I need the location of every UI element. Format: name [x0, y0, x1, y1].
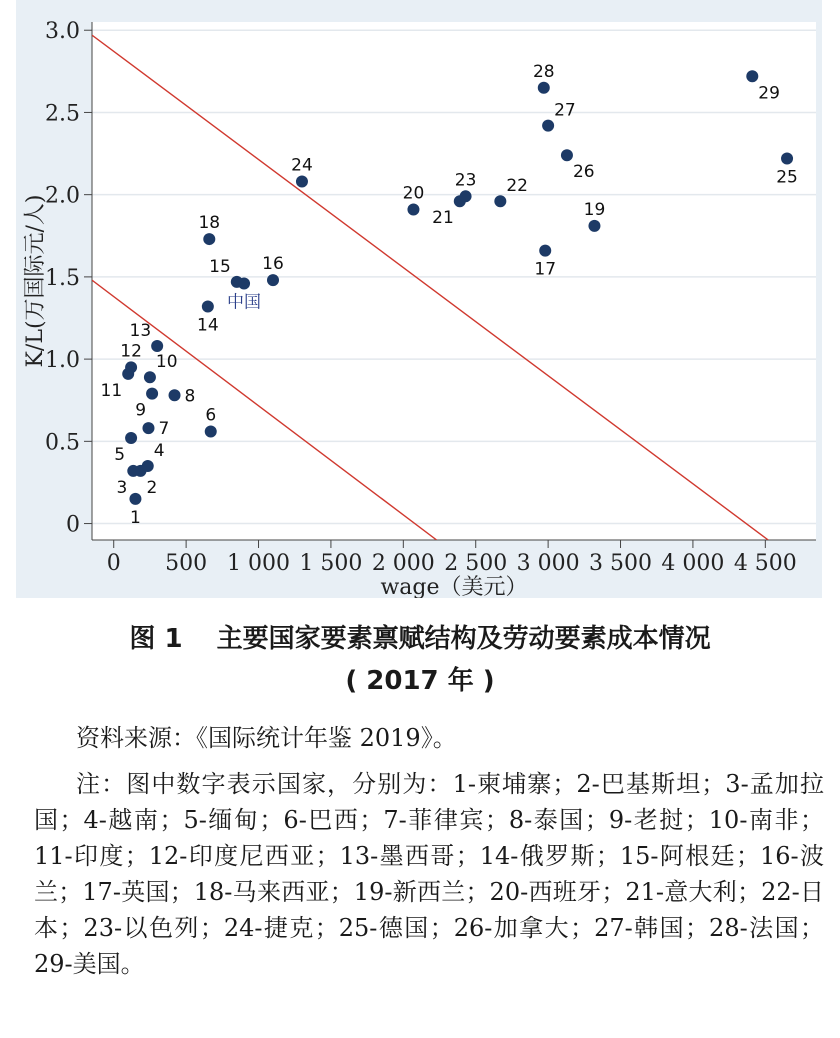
data-point-label: 29: [758, 83, 780, 104]
data-point: [142, 422, 154, 434]
data-point-china: [238, 277, 250, 289]
data-point-label: 1: [130, 507, 141, 528]
data-point: [205, 425, 217, 437]
data-point: [296, 176, 308, 188]
data-point: [169, 389, 181, 401]
x-tick-label: 1 000: [227, 551, 291, 576]
figure-caption: [0, 618, 840, 702]
caption-number: 图 1: [129, 624, 183, 654]
data-point-label: 3: [116, 477, 128, 498]
plot-area: [92, 22, 816, 540]
data-point: [460, 190, 472, 202]
data-point: [202, 300, 214, 312]
data-point-label: 20: [402, 183, 425, 204]
data-point-label: 14: [197, 315, 219, 336]
data-point-label: 18: [198, 213, 221, 234]
data-point-label: 5: [114, 445, 126, 466]
data-point-label: 4: [153, 441, 165, 461]
data-point: [494, 195, 506, 207]
data-point: [151, 340, 163, 352]
data-point-label: 9: [135, 400, 147, 421]
data-point: [142, 460, 154, 472]
data-point: [407, 203, 419, 215]
x-tick-label: 500: [165, 551, 208, 576]
data-point-label: 17: [534, 259, 557, 280]
data-point-label: 21: [432, 208, 454, 229]
data-point: [267, 274, 279, 286]
data-point: [125, 432, 137, 444]
y-tick-label: 3.0: [45, 19, 80, 45]
data-point: [127, 465, 139, 477]
data-point: [538, 82, 550, 94]
data-point-label: 2: [146, 477, 158, 498]
data-point-label: 10: [155, 352, 178, 373]
data-point: [746, 70, 758, 82]
data-point: [539, 245, 551, 257]
y-axis-label: K/L(万国际元/人): [23, 194, 48, 368]
caption-title-line: [0, 618, 840, 660]
data-point: [588, 220, 600, 232]
data-point-label: 8: [184, 386, 196, 407]
x-tick-label: 2 000: [371, 551, 435, 576]
data-point: [542, 120, 554, 132]
y-tick-label: 2.5: [45, 101, 80, 127]
data-point-label: 13: [129, 320, 152, 341]
y-tick-label: 1.5: [45, 265, 80, 291]
y-tick-label: 0.5: [45, 430, 80, 456]
data-point: [781, 152, 793, 164]
chart-svg: [16, 0, 822, 598]
country-legend-note: 注：图中数字表示国家，分别为：1-柬埔寨；2-巴基斯坦；3-孟加拉国；4-越南；5-缅甸；6-巴西；7-菲律宾；8-泰国；9-老挝；10-南非；11-印度；12-印度尼西亚；13-墨西哥；14-俄罗斯；15-阿根廷；16-波兰；17-英国；18-马来西亚；19-新西兰；20-西班牙；21-意大利；22-日本；23-以色列；24-捷克；25-德国；26-加拿大；27-韩国；28-法国；29-美国。: [34, 770, 824, 978]
data-point: [144, 371, 156, 383]
y-tick-label: 1.0: [45, 348, 80, 374]
data-point-label: 19: [583, 199, 606, 220]
data-point: [129, 493, 141, 505]
source-note: 资料来源：《国际统计年鉴 2019》。: [76, 724, 457, 752]
data-point-label: 25: [776, 167, 798, 188]
data-point-label: 12: [120, 341, 142, 362]
data-point-label: 22: [506, 176, 528, 197]
x-tick-label: 2 500: [444, 551, 508, 576]
data-point-label: 16: [262, 254, 284, 275]
data-point: [146, 388, 158, 400]
data-point-label: 15: [209, 256, 231, 277]
x-tick-label: 0: [106, 551, 121, 576]
data-point-label: 26: [572, 162, 595, 183]
data-point-label: 27: [554, 100, 576, 121]
data-point-label: 23: [454, 170, 477, 191]
x-tick-label: 4 000: [661, 551, 725, 576]
data-point: [203, 233, 215, 245]
data-point-label: 6: [205, 405, 217, 426]
y-tick-label: 0: [66, 512, 80, 538]
x-tick-label: 3 000: [516, 551, 580, 576]
x-axis-label: wage（美元）: [380, 575, 528, 598]
data-point-label: 11: [100, 380, 123, 401]
scatter-chart: [16, 0, 822, 598]
x-tick-label: 1 500: [299, 551, 363, 576]
caption-subtitle: ( 2017 年 ): [345, 666, 495, 696]
data-point-label: 24: [291, 155, 313, 176]
data-point-label: 28: [532, 61, 555, 82]
data-point-label-china: 中国: [227, 292, 262, 313]
data-point: [561, 149, 573, 161]
x-tick-label: 4 500: [733, 551, 797, 576]
caption-title: 主要国家要素禀赋结构及劳动要素成本情况: [216, 624, 711, 654]
data-point: [125, 361, 137, 373]
data-point-label: 7: [158, 419, 170, 440]
x-tick-label: 3 500: [589, 551, 653, 576]
y-tick-label: 2.0: [45, 183, 80, 209]
